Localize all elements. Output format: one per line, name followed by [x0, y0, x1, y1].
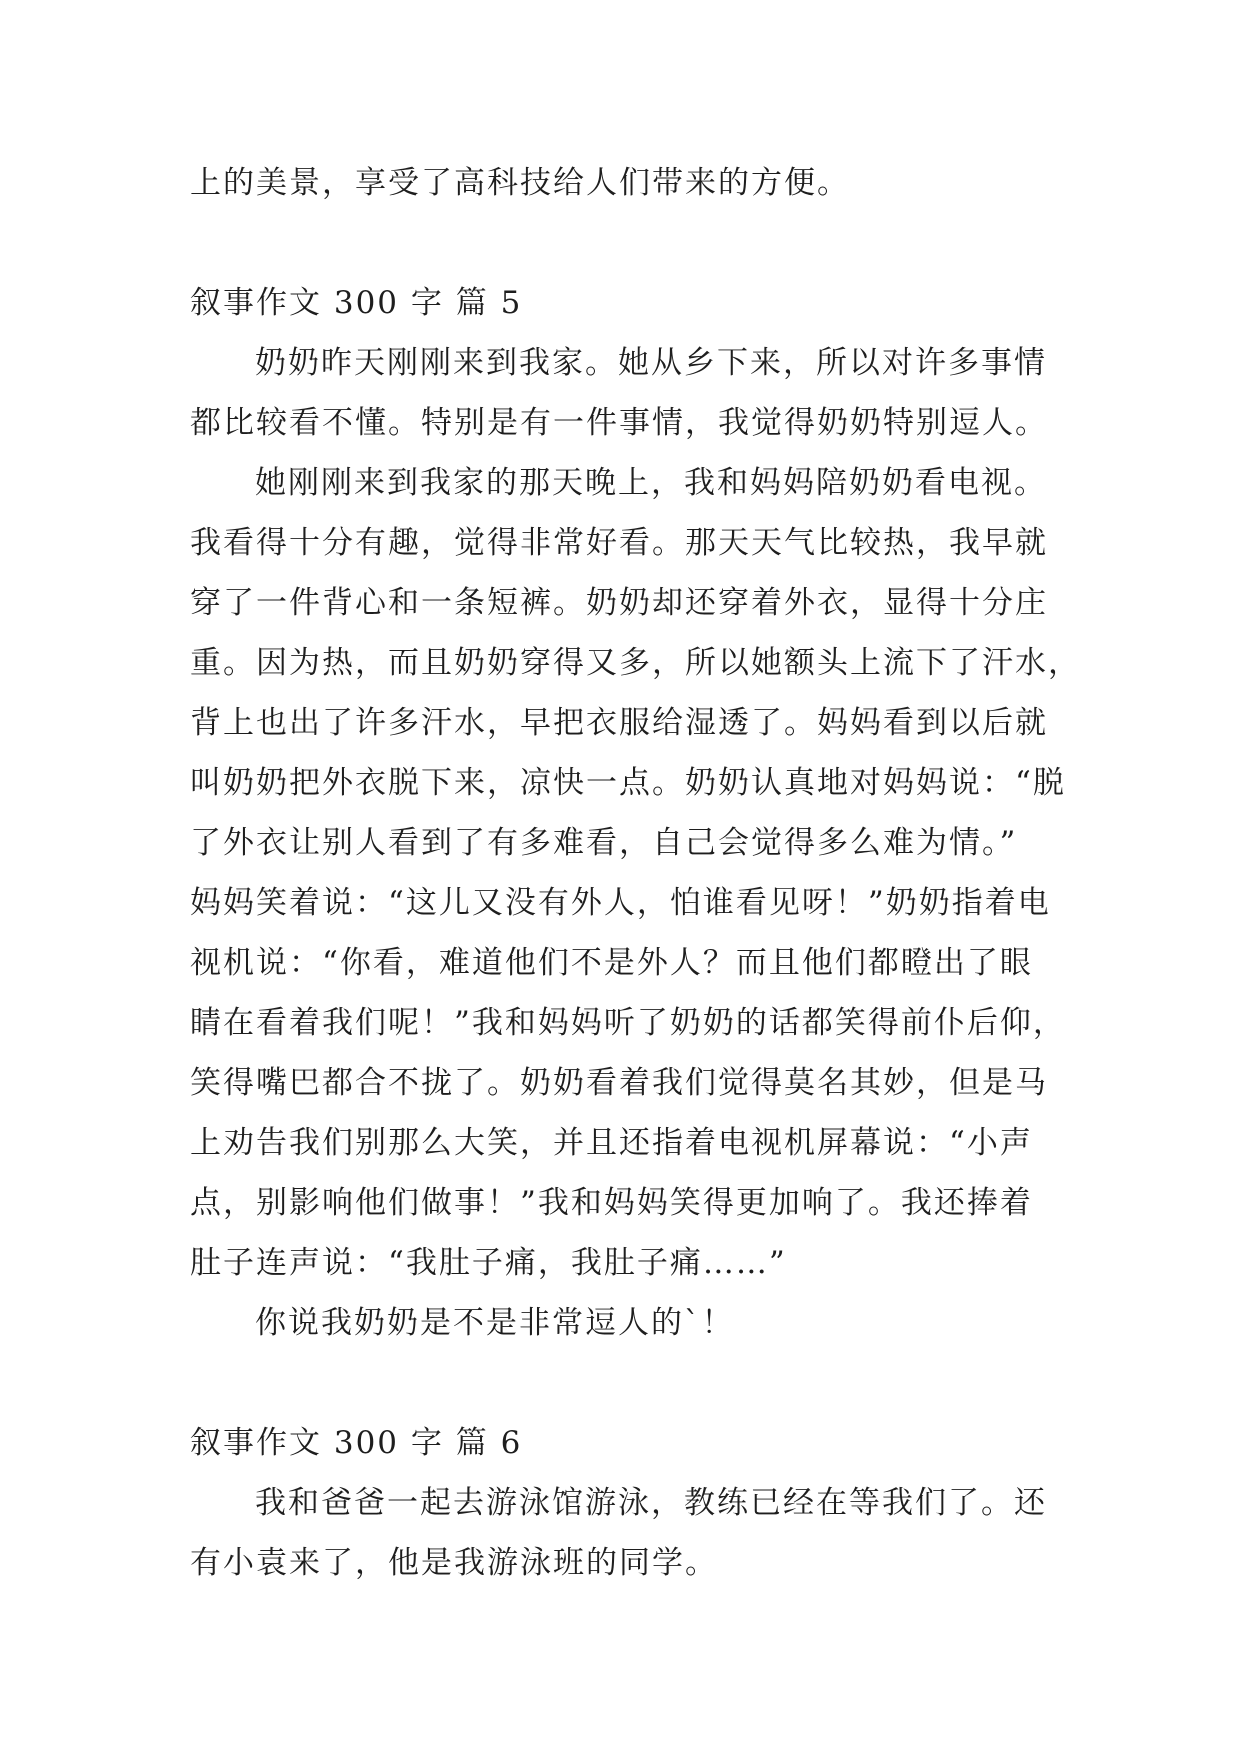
text-line: 了外衣让别人看到了有多难看，自己会觉得多么难为情。”	[190, 825, 1018, 861]
section-heading: 叙事作文 300 字 篇 6	[190, 1425, 523, 1461]
text-line: 肚子连声说：“我肚子痛，我肚子痛……”	[190, 1245, 787, 1281]
text-line: 背上也出了许多汗水，早把衣服给湿透了。妈妈看到以后就	[190, 705, 1048, 741]
section-heading: 叙事作文 300 字 篇 5	[190, 285, 523, 321]
text-line: 妈妈笑着说：“这儿又没有外人，怕谁看见呀！”奶奶指着电	[190, 885, 1051, 921]
text-line: 笑得嘴巴都合不拢了。奶奶看着我们觉得莫名其妙，但是马	[190, 1065, 1048, 1101]
text-line: 上劝告我们别那么大笑，并且还指着电视机屏幕说：“小声	[190, 1125, 1033, 1161]
text-line: 视机说：“你看，难道他们不是外人？而且他们都瞪出了眼	[190, 945, 1033, 981]
text-line: 我看得十分有趣，觉得非常好看。那天天气比较热，我早就	[190, 525, 1048, 561]
text-line: 奶奶昨天刚刚来到我家。她从乡下来，所以对许多事情	[255, 345, 1047, 381]
text-line: 睛在看着我们呢！”我和妈妈听了奶奶的话都笑得前仆后仰，	[190, 1005, 1066, 1041]
text-line: 有小袁来了，他是我游泳班的同学。	[190, 1545, 718, 1581]
text-line: 我和爸爸一起去游泳馆游泳，教练已经在等我们了。还	[255, 1485, 1047, 1521]
text-line: 重。因为热，而且奶奶穿得又多，所以她额头上流下了汗水，	[190, 645, 1081, 681]
text-line: 都比较看不懂。特别是有一件事情，我觉得奶奶特别逗人。	[190, 405, 1048, 441]
text-line: 穿了一件背心和一条短裤。奶奶却还穿着外衣，显得十分庄	[190, 585, 1048, 621]
text-line: 上的美景，享受了高科技给人们带来的方便。	[190, 165, 850, 201]
text-line: 她刚刚来到我家的那天晚上，我和妈妈陪奶奶看电视。	[255, 465, 1047, 501]
document-body	[190, 153, 1081, 1593]
text-line: 你说我奶奶是不是非常逗人的`！	[255, 1305, 735, 1341]
text-line: 点，别影响他们做事！”我和妈妈笑得更加响了。我还捧着	[190, 1185, 1033, 1221]
section-gap	[190, 1353, 1070, 1413]
text-line: 叫奶奶把外衣脱下来，凉快一点。奶奶认真地对妈妈说：“脱	[190, 765, 1066, 801]
section-gap	[190, 213, 1070, 273]
